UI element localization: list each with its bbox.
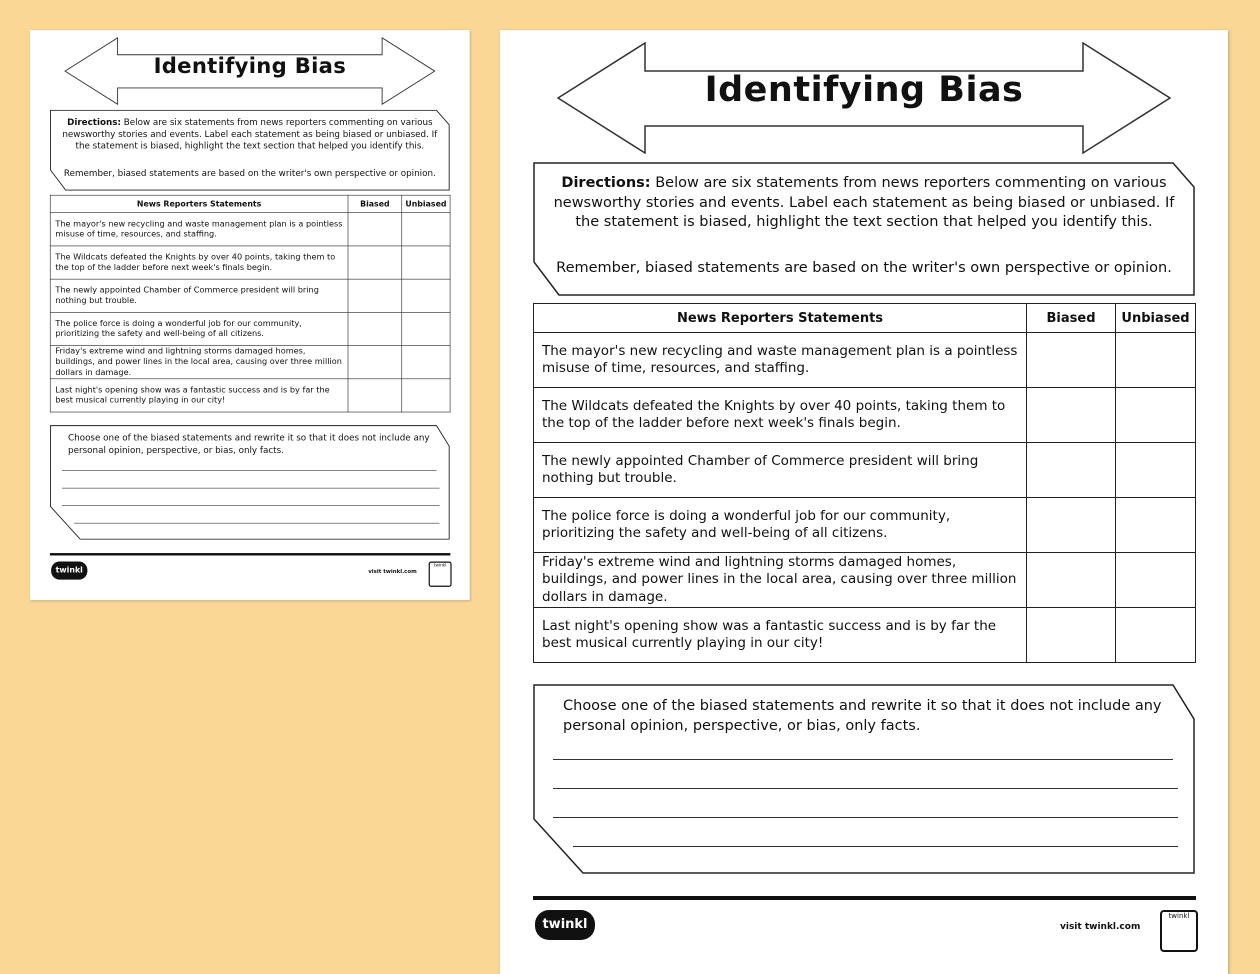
- table-row: [50, 379, 450, 412]
- biased-checkbox-cell[interactable]: [348, 246, 402, 279]
- statement-text: The newly appointed Chamber of Commerce president will bring nothing but trouble.: [50, 279, 348, 312]
- unbiased-checkbox-cell[interactable]: [402, 379, 450, 412]
- remember-note: Remember, biased statements are based on the writer's own perspective or opinion.: [63, 168, 436, 179]
- twinkl-logo: twinkl: [535, 910, 595, 940]
- header-biased: Biased: [348, 195, 402, 213]
- directions-box: [50, 110, 450, 191]
- answer-line[interactable]: [62, 470, 436, 471]
- unbiased-checkbox-cell[interactable]: [1116, 388, 1196, 443]
- worksheet-title: Identifying Bias: [704, 70, 1024, 110]
- table-row: [534, 608, 1196, 663]
- table-row: [534, 553, 1196, 608]
- answer-line[interactable]: [62, 505, 440, 506]
- unbiased-checkbox-cell[interactable]: [1116, 333, 1196, 388]
- unbiased-checkbox-cell[interactable]: [402, 246, 450, 279]
- twinkl-badge: twinkl: [1160, 910, 1198, 952]
- worksheet-title: Identifying Bias: [153, 54, 347, 79]
- statement-text: The Wildcats defeated the Knights by over 40 points, taking them to the top of the ladder before next week's finals begin.: [50, 246, 348, 279]
- table-row: [534, 443, 1196, 498]
- biased-checkbox-cell[interactable]: [348, 346, 402, 379]
- table-row: [50, 246, 450, 279]
- statements-table: [533, 303, 1196, 663]
- header-statements: News Reporters Statements: [50, 195, 348, 213]
- biased-checkbox-cell[interactable]: [1027, 333, 1116, 388]
- directions-label: Directions:: [67, 117, 121, 128]
- biased-checkbox-cell[interactable]: [348, 312, 402, 345]
- directions-body: Below are six statements from news reporters commenting on various newsworthy stories and events. Label each statement as being biased or unbiased. If the statement is biased, highlight the text section that helped you identify this.: [62, 117, 438, 151]
- biased-checkbox-cell[interactable]: [348, 279, 402, 312]
- rewrite-box: [533, 684, 1196, 874]
- header-biased: Biased: [1027, 304, 1116, 333]
- statement-text: The police force is doing a wonderful job for our community, prioritizing the safety and well-being of all citizens.: [50, 312, 348, 345]
- unbiased-checkbox-cell[interactable]: [1116, 443, 1196, 498]
- unbiased-checkbox-cell[interactable]: [1116, 498, 1196, 553]
- rewrite-prompt: Choose one of the biased statements and rewrite it so that it does not include any personal opinion, perspective, or bias, only facts.: [563, 698, 1162, 734]
- directions-box: [533, 162, 1196, 296]
- biased-checkbox-cell[interactable]: [1027, 443, 1116, 498]
- worksheet-preview-small: [30, 30, 470, 600]
- rewrite-prompt: Choose one of the biased statements and rewrite it so that it does not include any personal opinion, perspective, or bias, only facts.: [68, 433, 430, 456]
- statement-text: The Wildcats defeated the Knights by over 40 points, taking them to the top of the ladder before next week's finals begin.: [534, 388, 1027, 443]
- table-row: [50, 279, 450, 312]
- answer-line[interactable]: [553, 817, 1178, 818]
- statements-table: [50, 195, 450, 412]
- footer-divider: [533, 896, 1196, 900]
- biased-checkbox-cell[interactable]: [1027, 608, 1116, 663]
- unbiased-checkbox-cell[interactable]: [402, 346, 450, 379]
- answer-line[interactable]: [62, 488, 440, 489]
- header-statements: News Reporters Statements: [534, 304, 1027, 333]
- directions-body: Below are six statements from news reporters commenting on various newsworthy stories and events. Label each statement as being biased or unbiased. If the statement is biased, highlight the text section that helped you identify this.: [553, 175, 1175, 230]
- directions-text: [62, 117, 438, 152]
- twinkl-badge: twinkl: [429, 562, 452, 587]
- table-row: [50, 346, 450, 379]
- directions-label: Directions:: [561, 175, 651, 191]
- header-unbiased: Unbiased: [1116, 304, 1196, 333]
- worksheet-preview-large: [500, 30, 1228, 974]
- remember-note: Remember, biased statements are based on the writer's own perspective or opinion.: [556, 260, 1172, 276]
- statement-text: The mayor's new recycling and waste management plan is a pointless misuse of time, resources, and staffing.: [50, 213, 348, 246]
- visit-link: visit twinkl.com: [1060, 922, 1141, 932]
- statement-text: The mayor's new recycling and waste management plan is a pointless misuse of time, resources, and staffing.: [534, 333, 1027, 388]
- biased-checkbox-cell[interactable]: [1027, 498, 1116, 553]
- biased-checkbox-cell[interactable]: [348, 213, 402, 246]
- statement-text: The newly appointed Chamber of Commerce president will bring nothing but trouble.: [534, 443, 1027, 498]
- statement-text: The police force is doing a wonderful job for our community, prioritizing the safety and well-being of all citizens.: [534, 498, 1027, 553]
- biased-checkbox-cell[interactable]: [1027, 388, 1116, 443]
- unbiased-checkbox-cell[interactable]: [402, 213, 450, 246]
- unbiased-checkbox-cell[interactable]: [1116, 608, 1196, 663]
- answer-line[interactable]: [553, 788, 1178, 789]
- table-row: [50, 213, 450, 246]
- answer-line[interactable]: [553, 759, 1173, 760]
- unbiased-checkbox-cell[interactable]: [1116, 553, 1196, 608]
- directions-text: [553, 174, 1175, 233]
- twinkl-logo: twinkl: [51, 562, 87, 580]
- answer-line[interactable]: [573, 846, 1178, 847]
- answer-line[interactable]: [74, 523, 439, 524]
- table-row: [534, 498, 1196, 553]
- table-row: [50, 312, 450, 345]
- biased-checkbox-cell[interactable]: [1027, 553, 1116, 608]
- statement-text: Last night's opening show was a fantastic success and is by far the best musical currently playing in our city!: [50, 379, 348, 412]
- visit-link: visit twinkl.com: [368, 568, 417, 575]
- footer-divider: [50, 553, 450, 555]
- rewrite-box: [50, 425, 450, 540]
- unbiased-checkbox-cell[interactable]: [402, 312, 450, 345]
- table-row: [534, 333, 1196, 388]
- statement-text: Last night's opening show was a fantastic success and is by far the best musical currently playing in our city!: [534, 608, 1027, 663]
- statement-text: Friday's extreme wind and lightning storms damaged homes, buildings, and power lines in the local area, causing over three million dollars in damage.: [534, 553, 1027, 608]
- statement-text: Friday's extreme wind and lightning storms damaged homes, buildings, and power lines in the local area, causing over three million dollars in damage.: [50, 346, 348, 379]
- biased-checkbox-cell[interactable]: [348, 379, 402, 412]
- unbiased-checkbox-cell[interactable]: [402, 279, 450, 312]
- header-unbiased: Unbiased: [402, 195, 450, 213]
- table-row: [534, 388, 1196, 443]
